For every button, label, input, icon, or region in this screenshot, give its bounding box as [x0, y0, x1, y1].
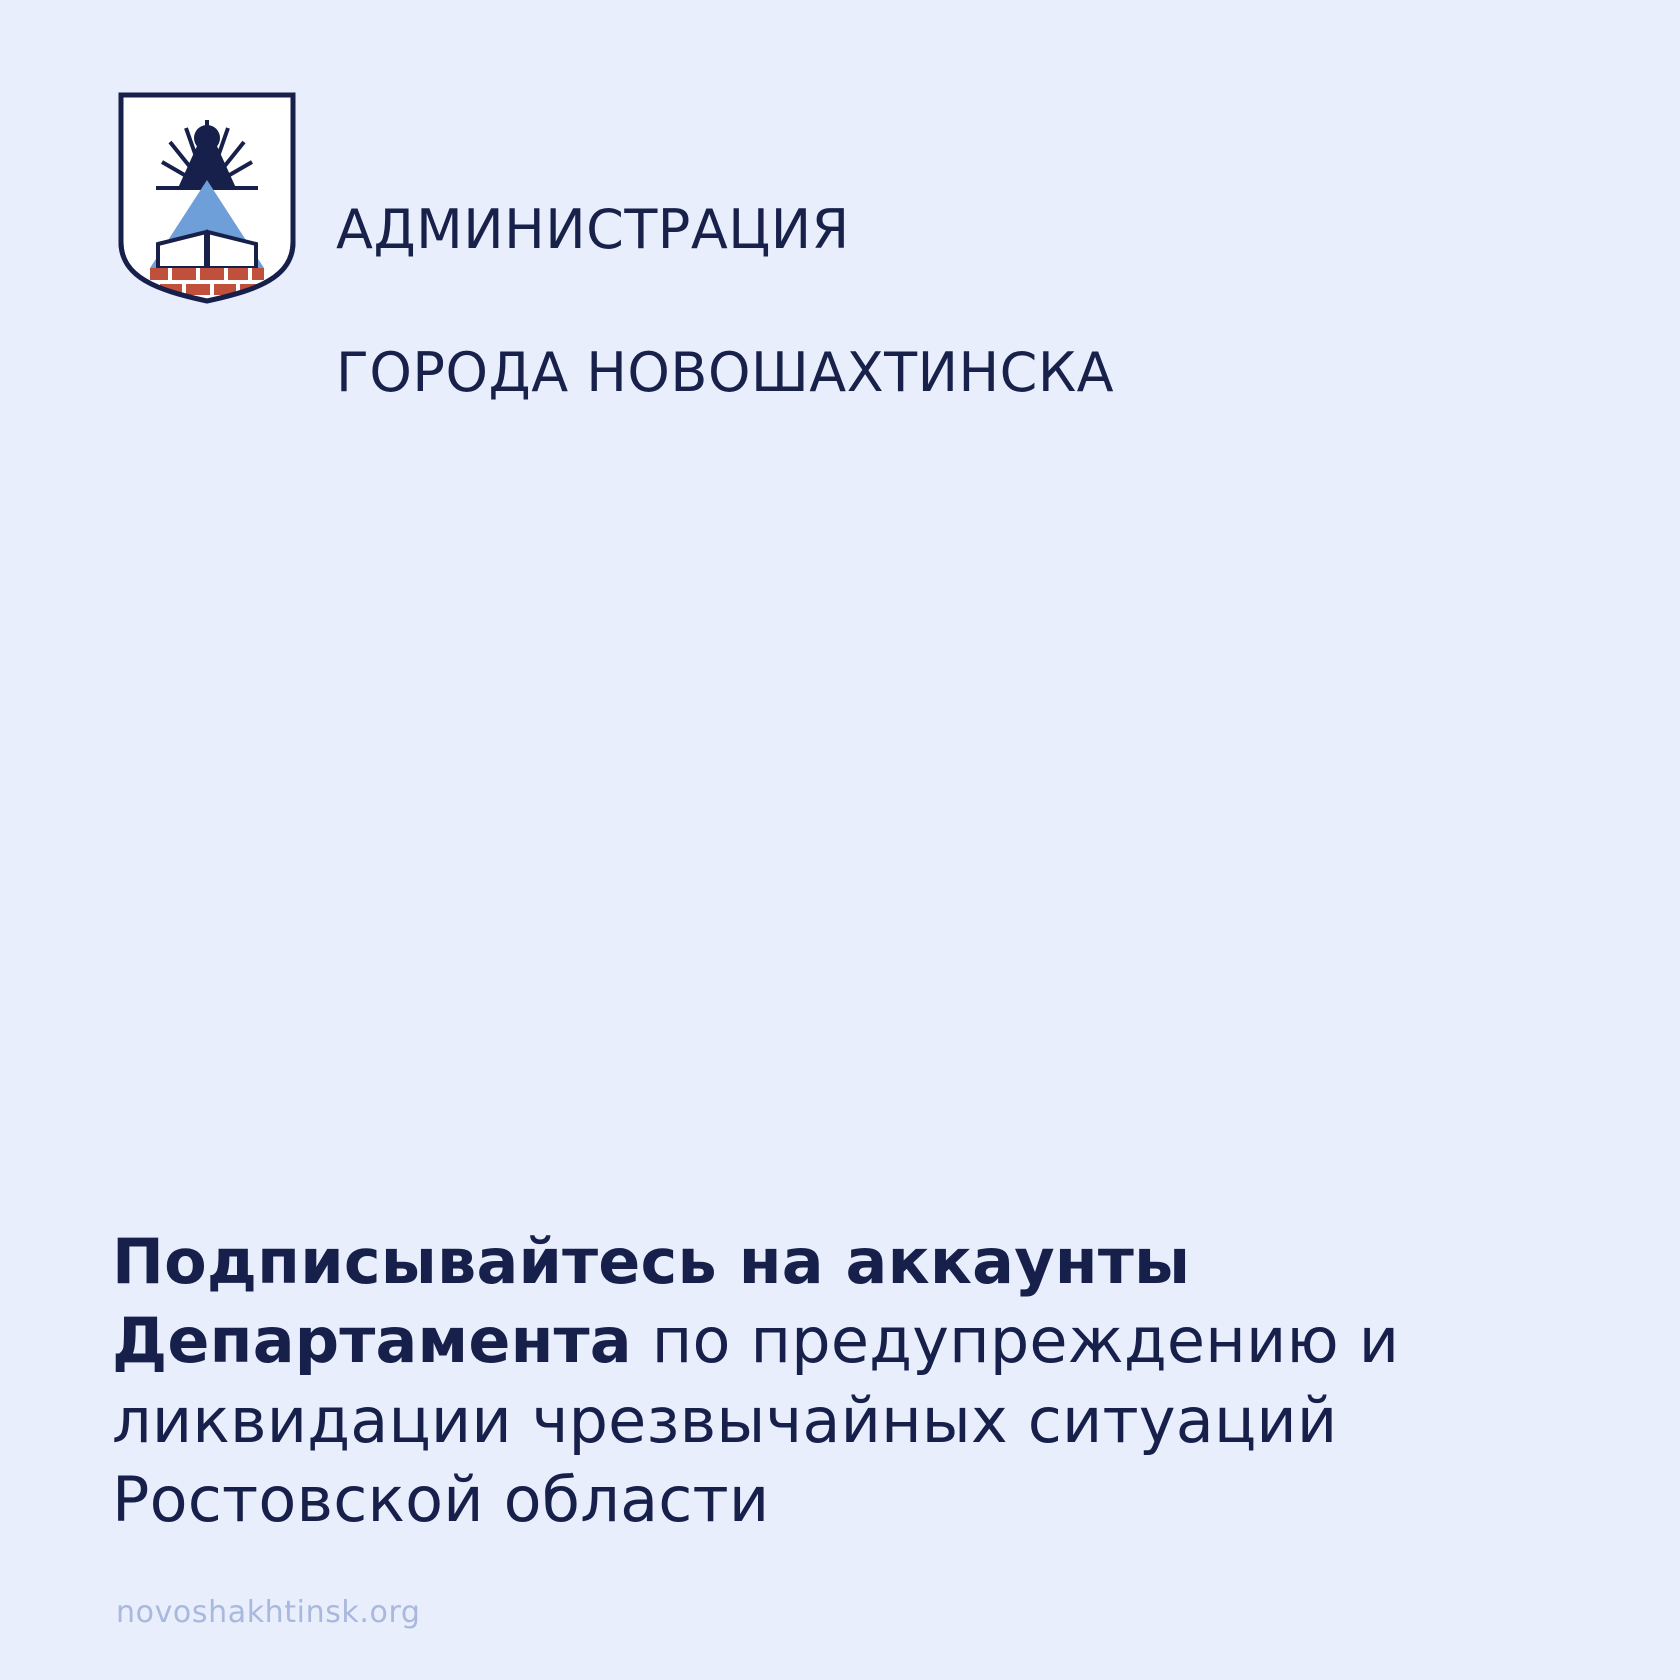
site-url[interactable]: novoshakhtinsk.org	[116, 1595, 421, 1630]
organization-title	[336, 122, 1114, 481]
coat-of-arms-icon	[118, 92, 296, 304]
headline	[112, 1222, 1560, 1539]
header	[118, 92, 1114, 481]
organization-title-line-2: ГОРОДА НОВОШАХТИНСКА	[336, 341, 1115, 405]
headline-rest: по предупреждению и ликвидации чрезвычайных ситуаций Ростовской области	[112, 1304, 1400, 1537]
organization-title-line-1: АДМИНИСТРАЦИЯ	[336, 197, 850, 261]
headline-bold: Подписывайтесь на аккаунты Департамента	[112, 1225, 1191, 1378]
